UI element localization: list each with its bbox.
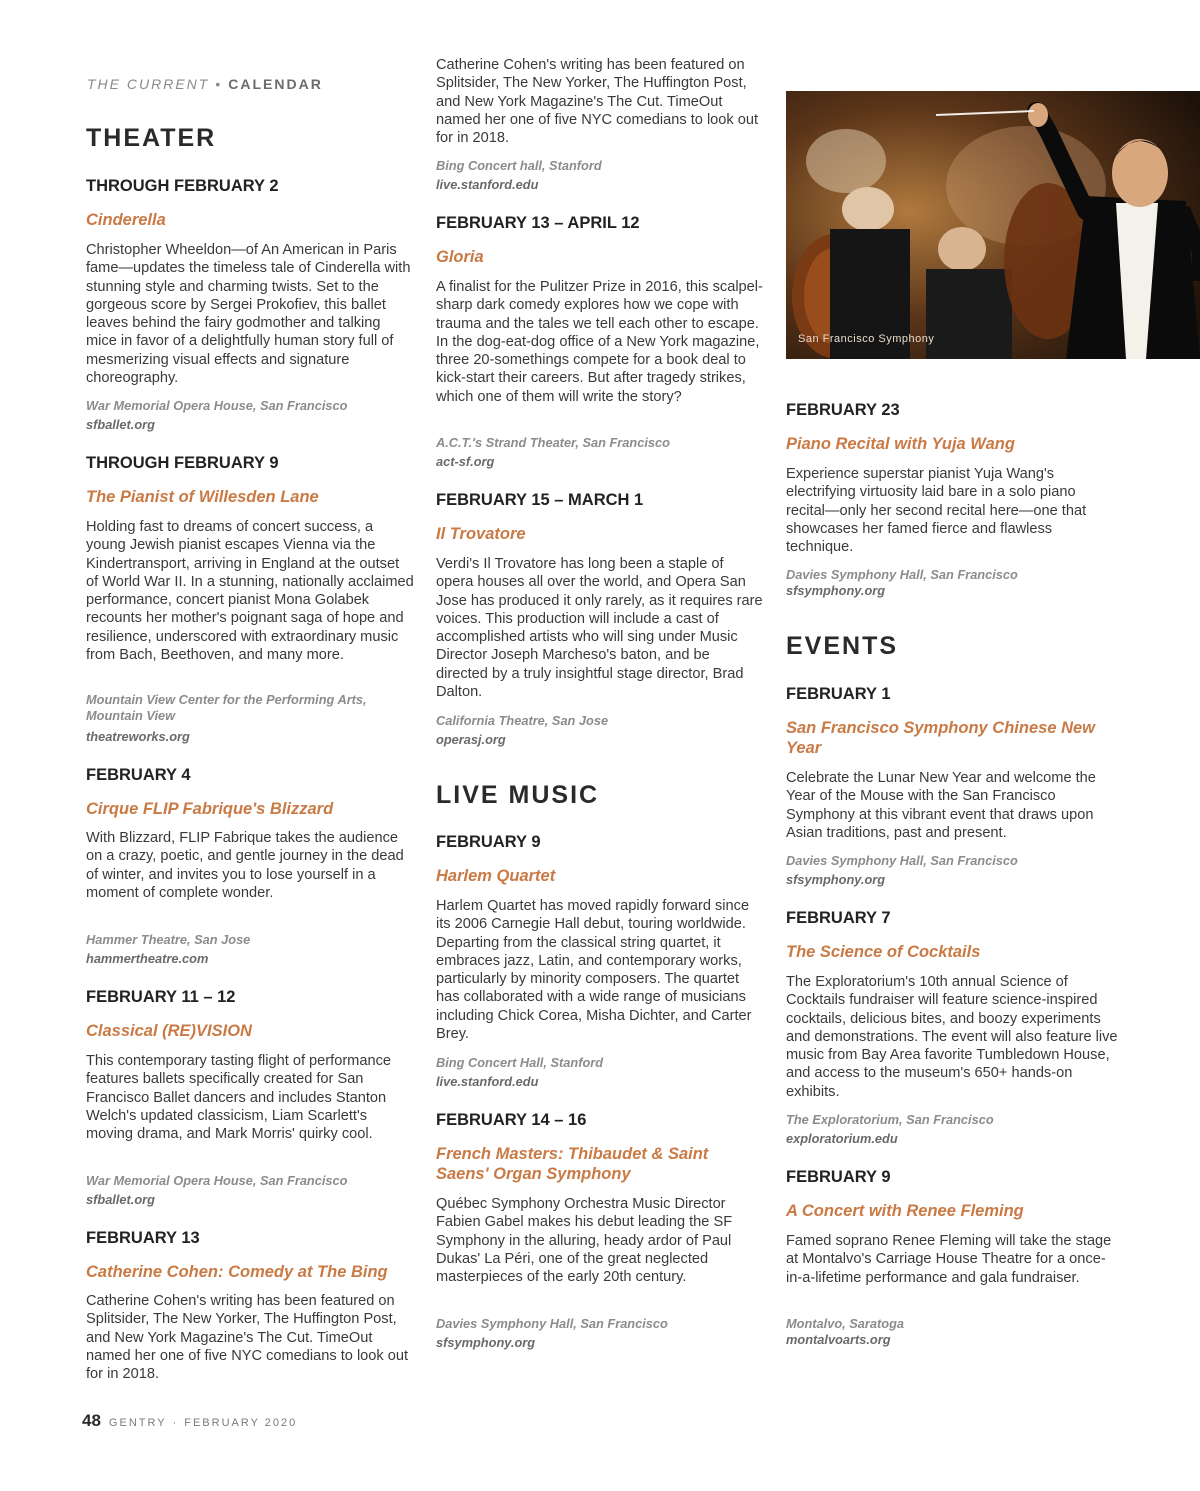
event-venue: Davies Symphony Hall, San Francisco bbox=[786, 853, 1018, 868]
event-date: FEBRUARY 14 – 16 bbox=[436, 1111, 587, 1129]
event-title[interactable]: Catherine Cohen: Comedy at The Bing bbox=[86, 1263, 388, 1281]
event-title[interactable]: Classical (RE)VISION bbox=[86, 1022, 252, 1040]
live-music-heading: LIVE MUSIC bbox=[436, 781, 600, 809]
event-venue: Mountain View Center for the Performing Arts, Mountain View bbox=[86, 692, 367, 723]
event-url-link[interactable]: sfballet.org bbox=[86, 1192, 155, 1207]
event-description: The Exploratorium's 10th annual Science of Cocktails fundraiser will feature science-inspired cocktails, delicious bites, and boozy experiments and demonstrations. The event will also feature live music from Bay Area favorite Tumbledown House, and access to the museum's 650+ hands-on exhibits. bbox=[786, 974, 1118, 1100]
event-date: THROUGH FEBRUARY 2 bbox=[86, 177, 279, 195]
event-description: Verdi's Il Trovatore has long been a staple of opera houses all over the world, and Opera San Jose has produced it only rarely, as it requires rare voices. This production will include a cast of accomplished artists who will sing under Music Director Joseph Marcheso's baton, and be directed by a truly insightful stage director, Brad Dalton. bbox=[436, 556, 763, 701]
event-venue: War Memorial Opera House, San Francisco bbox=[86, 398, 348, 413]
magazine-section-label: THE CURRENT bbox=[87, 76, 210, 92]
event-description: A finalist for the Pulitzer Prize in 2016, this scalpel-sharp dark comedy explores how we cope with trauma and the tales we tell each other to escape. In the dog-eat-dog office of a New York magazine, three 20-somethings compete for a book deal to kick-start their careers. But after tragedy strikes, which one of them will write the story? bbox=[436, 279, 763, 405]
event-title[interactable]: French Masters: Thibaudet & Saint Saens' Organ Symphony bbox=[436, 1145, 709, 1183]
event-url-link[interactable]: theatreworks.org bbox=[86, 729, 190, 744]
event-venue: The Exploratorium, San Francisco bbox=[786, 1112, 994, 1127]
event-venue: A.C.T.'s Strand Theater, San Francisco bbox=[436, 435, 670, 450]
event-description: Catherine Cohen's writing has been featured on Splitsider, The New Yorker, The Huffington Post, and New York Magazine's The Cut. TimeOut named her one of five NYC comedians to look out for in 2018. bbox=[436, 57, 759, 147]
page-number: 48 bbox=[82, 1411, 101, 1430]
symphony-photo bbox=[786, 91, 1200, 359]
event-date: FEBRUARY 11 – 12 bbox=[86, 988, 236, 1006]
event-description: Catherine Cohen's writing has been featured on Splitsider, The New Yorker, The Huffington Post, and New York Magazine's The Cut. TimeOut named her one of five NYC comedians to look out for in 2018. bbox=[86, 1293, 409, 1383]
event-url-link[interactable]: exploratorium.edu bbox=[786, 1131, 898, 1146]
event-url-link[interactable]: montalvoarts.org bbox=[786, 1332, 891, 1347]
event-title[interactable]: Gloria bbox=[436, 248, 484, 266]
event-description: Celebrate the Lunar New Year and welcome the Year of the Mouse with the San Francisco Symphony at this vibrant event that draws upon Asian traditions, past and present. bbox=[786, 770, 1096, 841]
event-date: FEBRUARY 13 – APRIL 12 bbox=[436, 214, 640, 232]
event-url-link[interactable]: sfsymphony.org bbox=[436, 1335, 536, 1350]
event-url-link[interactable]: operasj.org bbox=[436, 732, 506, 747]
event-description: Famed soprano Renee Fleming will take the stage at Montalvo's Carriage House Theatre for a once-in-a-lifetime performance and gala fundraiser. bbox=[786, 1233, 1112, 1286]
event-date: FEBRUARY 15 – MARCH 1 bbox=[436, 491, 644, 509]
event-description: Harlem Quartet has moved rapidly forward since its 2006 Carnegie Hall debut, touring worldwide. Departing from the classical string quartet, it embraces jazz, Latin, and contemporary works, particularly by minority composers. The quartet has collaborated with a wide range of musicians including Chick Corea, Misha Dichter, and Carter Brey. bbox=[436, 898, 752, 1043]
conductor-image bbox=[786, 91, 1200, 359]
section-kicker bbox=[87, 76, 323, 92]
event-date: FEBRUARY 9 bbox=[436, 833, 541, 851]
event-venue: Bing Concert hall, Stanford bbox=[436, 158, 602, 173]
event-title[interactable]: Cirque FLIP Fabrique's Blizzard bbox=[86, 800, 334, 818]
event-description: Christopher Wheeldon—of An American in Paris fame—updates the timeless tale of Cinderella with stunning style and charming twists. Set to the gorgeous score by Sergei Prokofiev, this ballet leaves behind the fairy godmother and talking mice in favor of a delightfully human story full of mesmerizing visual effects and signature choreography. bbox=[86, 242, 411, 387]
event-venue: War Memorial Opera House, San Francisco bbox=[86, 1173, 348, 1188]
event-title[interactable]: Cinderella bbox=[86, 211, 166, 229]
event-url-link[interactable]: sfsymphony.org bbox=[786, 872, 886, 887]
event-url-link[interactable]: sfsymphony.org bbox=[786, 583, 886, 598]
theater-heading: THEATER bbox=[86, 124, 217, 152]
event-date: FEBRUARY 23 bbox=[786, 401, 900, 419]
event-description: Holding fast to dreams of concert success, a young Jewish pianist escapes Vienna via the Kindertransport, arriving in England at the outset of World War II. In a stunning, nationally acclaimed performance, concert pianist Mona Golabek recounts her mother's poignant saga of hope and resilience, underscored with extraordinary music from Bach, Beethoven, and many more. bbox=[86, 519, 414, 664]
event-title[interactable]: A Concert with Renee Fleming bbox=[786, 1202, 1024, 1220]
kicker-separator: • bbox=[215, 76, 223, 92]
publication-name: GENTRY bbox=[108, 1417, 167, 1429]
event-description: With Blizzard, FLIP Fabrique takes the audience on a crazy, poetic, and gentle journey in the dead of winter, and invites you to lose yourself in a moment of complete wonder. bbox=[86, 830, 404, 901]
event-date: FEBRUARY 7 bbox=[786, 909, 891, 927]
event-title[interactable]: San Francisco Symphony Chinese New Year bbox=[786, 719, 1096, 757]
event-title[interactable]: The Science of Cocktails bbox=[786, 943, 981, 961]
event-date: FEBRUARY 4 bbox=[86, 766, 191, 784]
event-venue: California Theatre, San Jose bbox=[436, 713, 609, 728]
event-date: FEBRUARY 13 bbox=[86, 1229, 200, 1247]
event-title[interactable]: Il Trovatore bbox=[436, 525, 526, 543]
event-venue: Hammer Theatre, San Jose bbox=[86, 932, 251, 947]
event-date: FEBRUARY 9 bbox=[786, 1168, 891, 1186]
event-venue: Bing Concert Hall, Stanford bbox=[436, 1055, 604, 1070]
events-heading: EVENTS bbox=[786, 632, 899, 660]
event-description: This contemporary tasting flight of performance features ballets specifically created for San Francisco Ballet dancers and includes Stanton Welch's updated classicism, Liam Scarlett's moving drama, and Mark Morris' quirky cool. bbox=[86, 1053, 391, 1143]
event-url-link[interactable]: live.stanford.edu bbox=[436, 1074, 539, 1089]
event-date: THROUGH FEBRUARY 9 bbox=[86, 454, 279, 472]
page-footer bbox=[82, 1411, 297, 1431]
event-venue: Davies Symphony Hall, San Francisco bbox=[786, 567, 1018, 582]
event-title[interactable]: The Pianist of Willesden Lane bbox=[86, 488, 319, 506]
footer-separator: · bbox=[172, 1417, 179, 1429]
event-date: FEBRUARY 1 bbox=[786, 685, 891, 703]
event-title[interactable]: Harlem Quartet bbox=[436, 867, 556, 885]
event-description: Experience superstar pianist Yuja Wang's electrifying virtuosity laid bare in a solo piano recital—only her second recital here—one that showcases her famed fierce and flawless technique. bbox=[786, 466, 1087, 556]
event-description: Québec Symphony Orchestra Music Director Fabien Gabel makes his debut leading the SF Symphony in the alluring, heady ardor of Paul Dukas' La Péri, one of the great neglected masterpieces of the early 20th century. bbox=[436, 1196, 733, 1286]
event-title[interactable]: Piano Recital with Yuja Wang bbox=[786, 435, 1015, 453]
event-url-link[interactable]: hammertheatre.com bbox=[86, 951, 209, 966]
category-label: CALENDAR bbox=[228, 76, 323, 92]
event-url-link[interactable]: sfballet.org bbox=[86, 417, 155, 432]
description-continuation bbox=[436, 57, 764, 147]
photo-credit: San Francisco Symphony bbox=[798, 333, 935, 345]
event-venue: Montalvo, Saratoga bbox=[786, 1316, 905, 1331]
event-venue: Davies Symphony Hall, San Francisco bbox=[436, 1316, 668, 1331]
event-url-link[interactable]: live.stanford.edu bbox=[436, 177, 539, 192]
issue-date: FEBRUARY 2020 bbox=[184, 1417, 298, 1429]
event-url-link[interactable]: act-sf.org bbox=[436, 454, 495, 469]
